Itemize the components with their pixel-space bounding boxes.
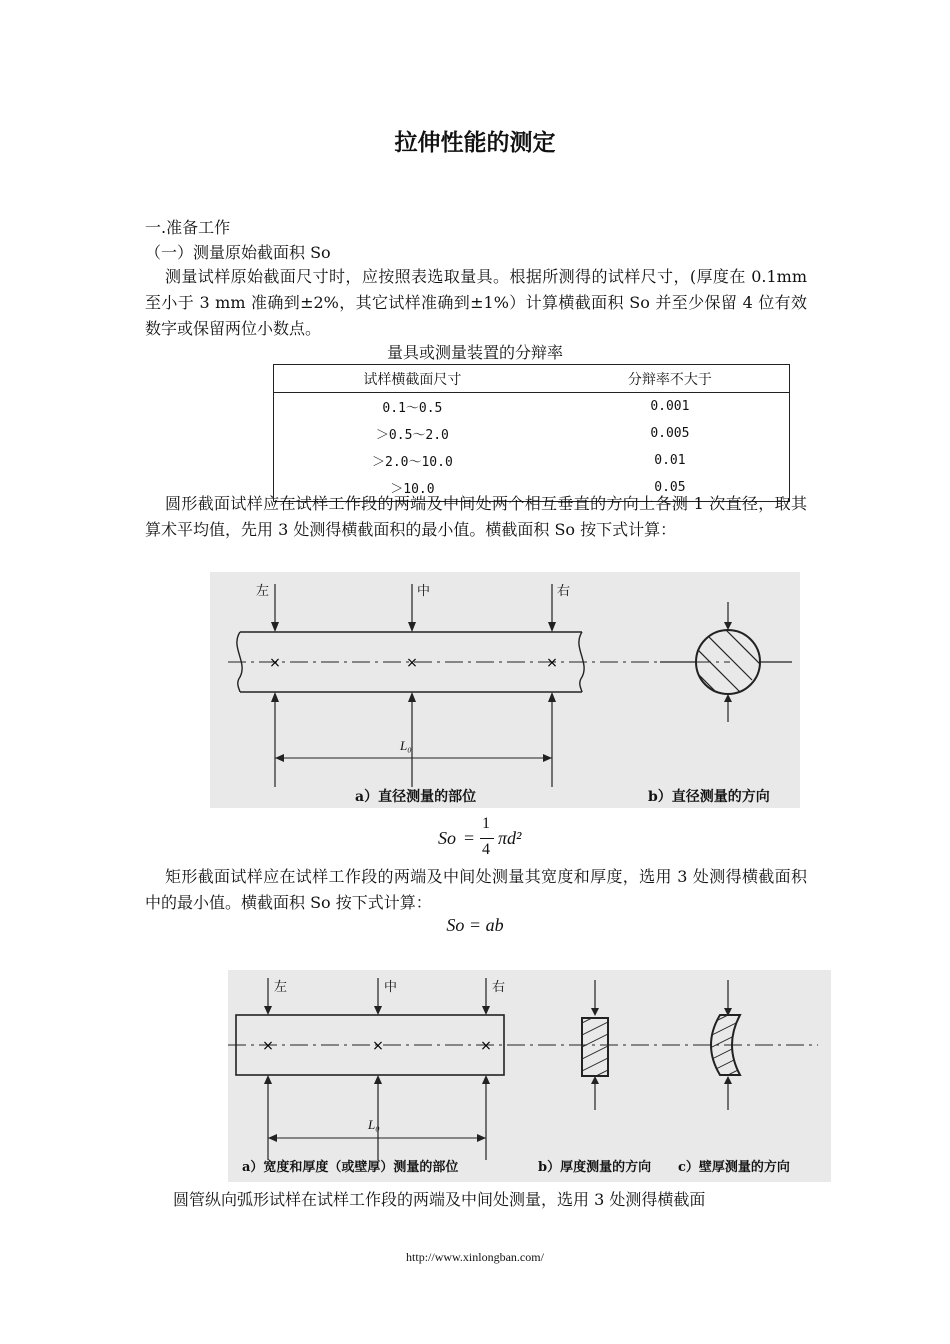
thickness-figure-drawing	[228, 970, 831, 1182]
formula-denominator: 4	[482, 841, 490, 858]
column-header: 试样横截面尺寸	[274, 365, 551, 393]
footer-url[interactable]: http://www.xinlongban.com/	[406, 1250, 544, 1264]
figure-caption-a: a）宽度和厚度（或壁厚）测量的部位	[242, 1160, 459, 1175]
formula-equals: =	[464, 828, 475, 848]
table-cell: 0.1～0.5	[382, 401, 443, 416]
page-title: 拉伸性能的测定	[394, 130, 556, 156]
table-cell: ＞2.0～10.0	[372, 455, 453, 470]
paragraph-measurement: 测量试样原始截面尺寸时，应按照表选取量具。根据所测得的试样尺寸，(厚度在 0.1mm 至小于 3 mm 准确到±2%，其它试样准确到±1%）计算横截面积 So 并至少保留 4 位有效数字或保留两位小数点。	[145, 267, 807, 338]
gauge-length-label: L₀	[400, 738, 412, 753]
table-header-row	[274, 365, 790, 393]
figure-caption-c: c）壁厚测量的方向	[678, 1160, 790, 1175]
formula-rectangular-area: So = ab	[446, 915, 504, 935]
table-row	[274, 393, 790, 421]
table-cell: 0.01	[654, 453, 686, 468]
diameter-measurement-figure	[210, 572, 800, 808]
diameter-figure-drawing	[210, 572, 800, 808]
position-label-right: 右	[557, 584, 571, 599]
svg-text:×: ×	[546, 655, 558, 671]
resolution-table	[273, 364, 790, 502]
svg-text:×: ×	[480, 1038, 492, 1054]
section-heading: 一.准备工作	[145, 218, 231, 237]
formula-rhs: πd²	[498, 828, 522, 848]
table-cell: 0.005	[650, 426, 690, 441]
fraction-bar	[480, 838, 494, 839]
formula-lhs: So	[438, 828, 456, 848]
column-header: 分辩率不大于	[551, 365, 790, 393]
thickness-measurement-figure	[228, 970, 831, 1182]
table-row	[274, 447, 790, 474]
position-label-right: 右	[492, 980, 506, 995]
svg-text:×: ×	[406, 655, 418, 671]
figure-caption-a: a）直径测量的部位	[355, 789, 477, 805]
figure-caption-b: b）厚度测量的方向	[538, 1160, 652, 1175]
svg-text:×: ×	[372, 1038, 384, 1054]
paragraph-round-specimen: 圆形截面试样应在试样工作段的两端及中间处两个相互垂直的方向上各测 1 次直径，取其算术平均值，先用 3 处测得横截面积的最小值。横截面积 So 按下式计算：	[145, 494, 807, 539]
position-label-left: 左	[256, 584, 270, 599]
paragraph-rectangular-specimen: 矩形截面试样应在试样工作段的两端及中间处测量其宽度和厚度，选用 3 处测得横截面积中的最小值。横截面积 So 按下式计算：	[145, 867, 807, 912]
subsection-heading: （一）测量原始截面积 So	[145, 243, 331, 262]
table-caption: 量具或测量装置的分辩率	[386, 343, 563, 362]
gauge-length-label: L₀	[368, 1117, 380, 1132]
position-label-left: 左	[274, 980, 288, 995]
svg-text:×: ×	[269, 655, 281, 671]
position-label-middle: 中	[417, 584, 431, 599]
table-cell: ＞10.0	[390, 482, 435, 497]
position-label-middle: 中	[384, 980, 398, 995]
table-cell: 0.001	[650, 399, 690, 414]
paragraph-arc-specimen: 圆管纵向弧形试样在试样工作段的两端及中间处测量，选用 3 处测得横截面	[173, 1190, 706, 1209]
table-cell: 0.05	[654, 480, 686, 495]
figure-caption-b: b）直径测量的方向	[648, 789, 770, 805]
svg-text:×: ×	[262, 1038, 274, 1054]
formula-numerator: 1	[482, 815, 490, 832]
table-cell: ＞0.5～2.0	[375, 428, 449, 443]
table-row	[274, 420, 790, 447]
